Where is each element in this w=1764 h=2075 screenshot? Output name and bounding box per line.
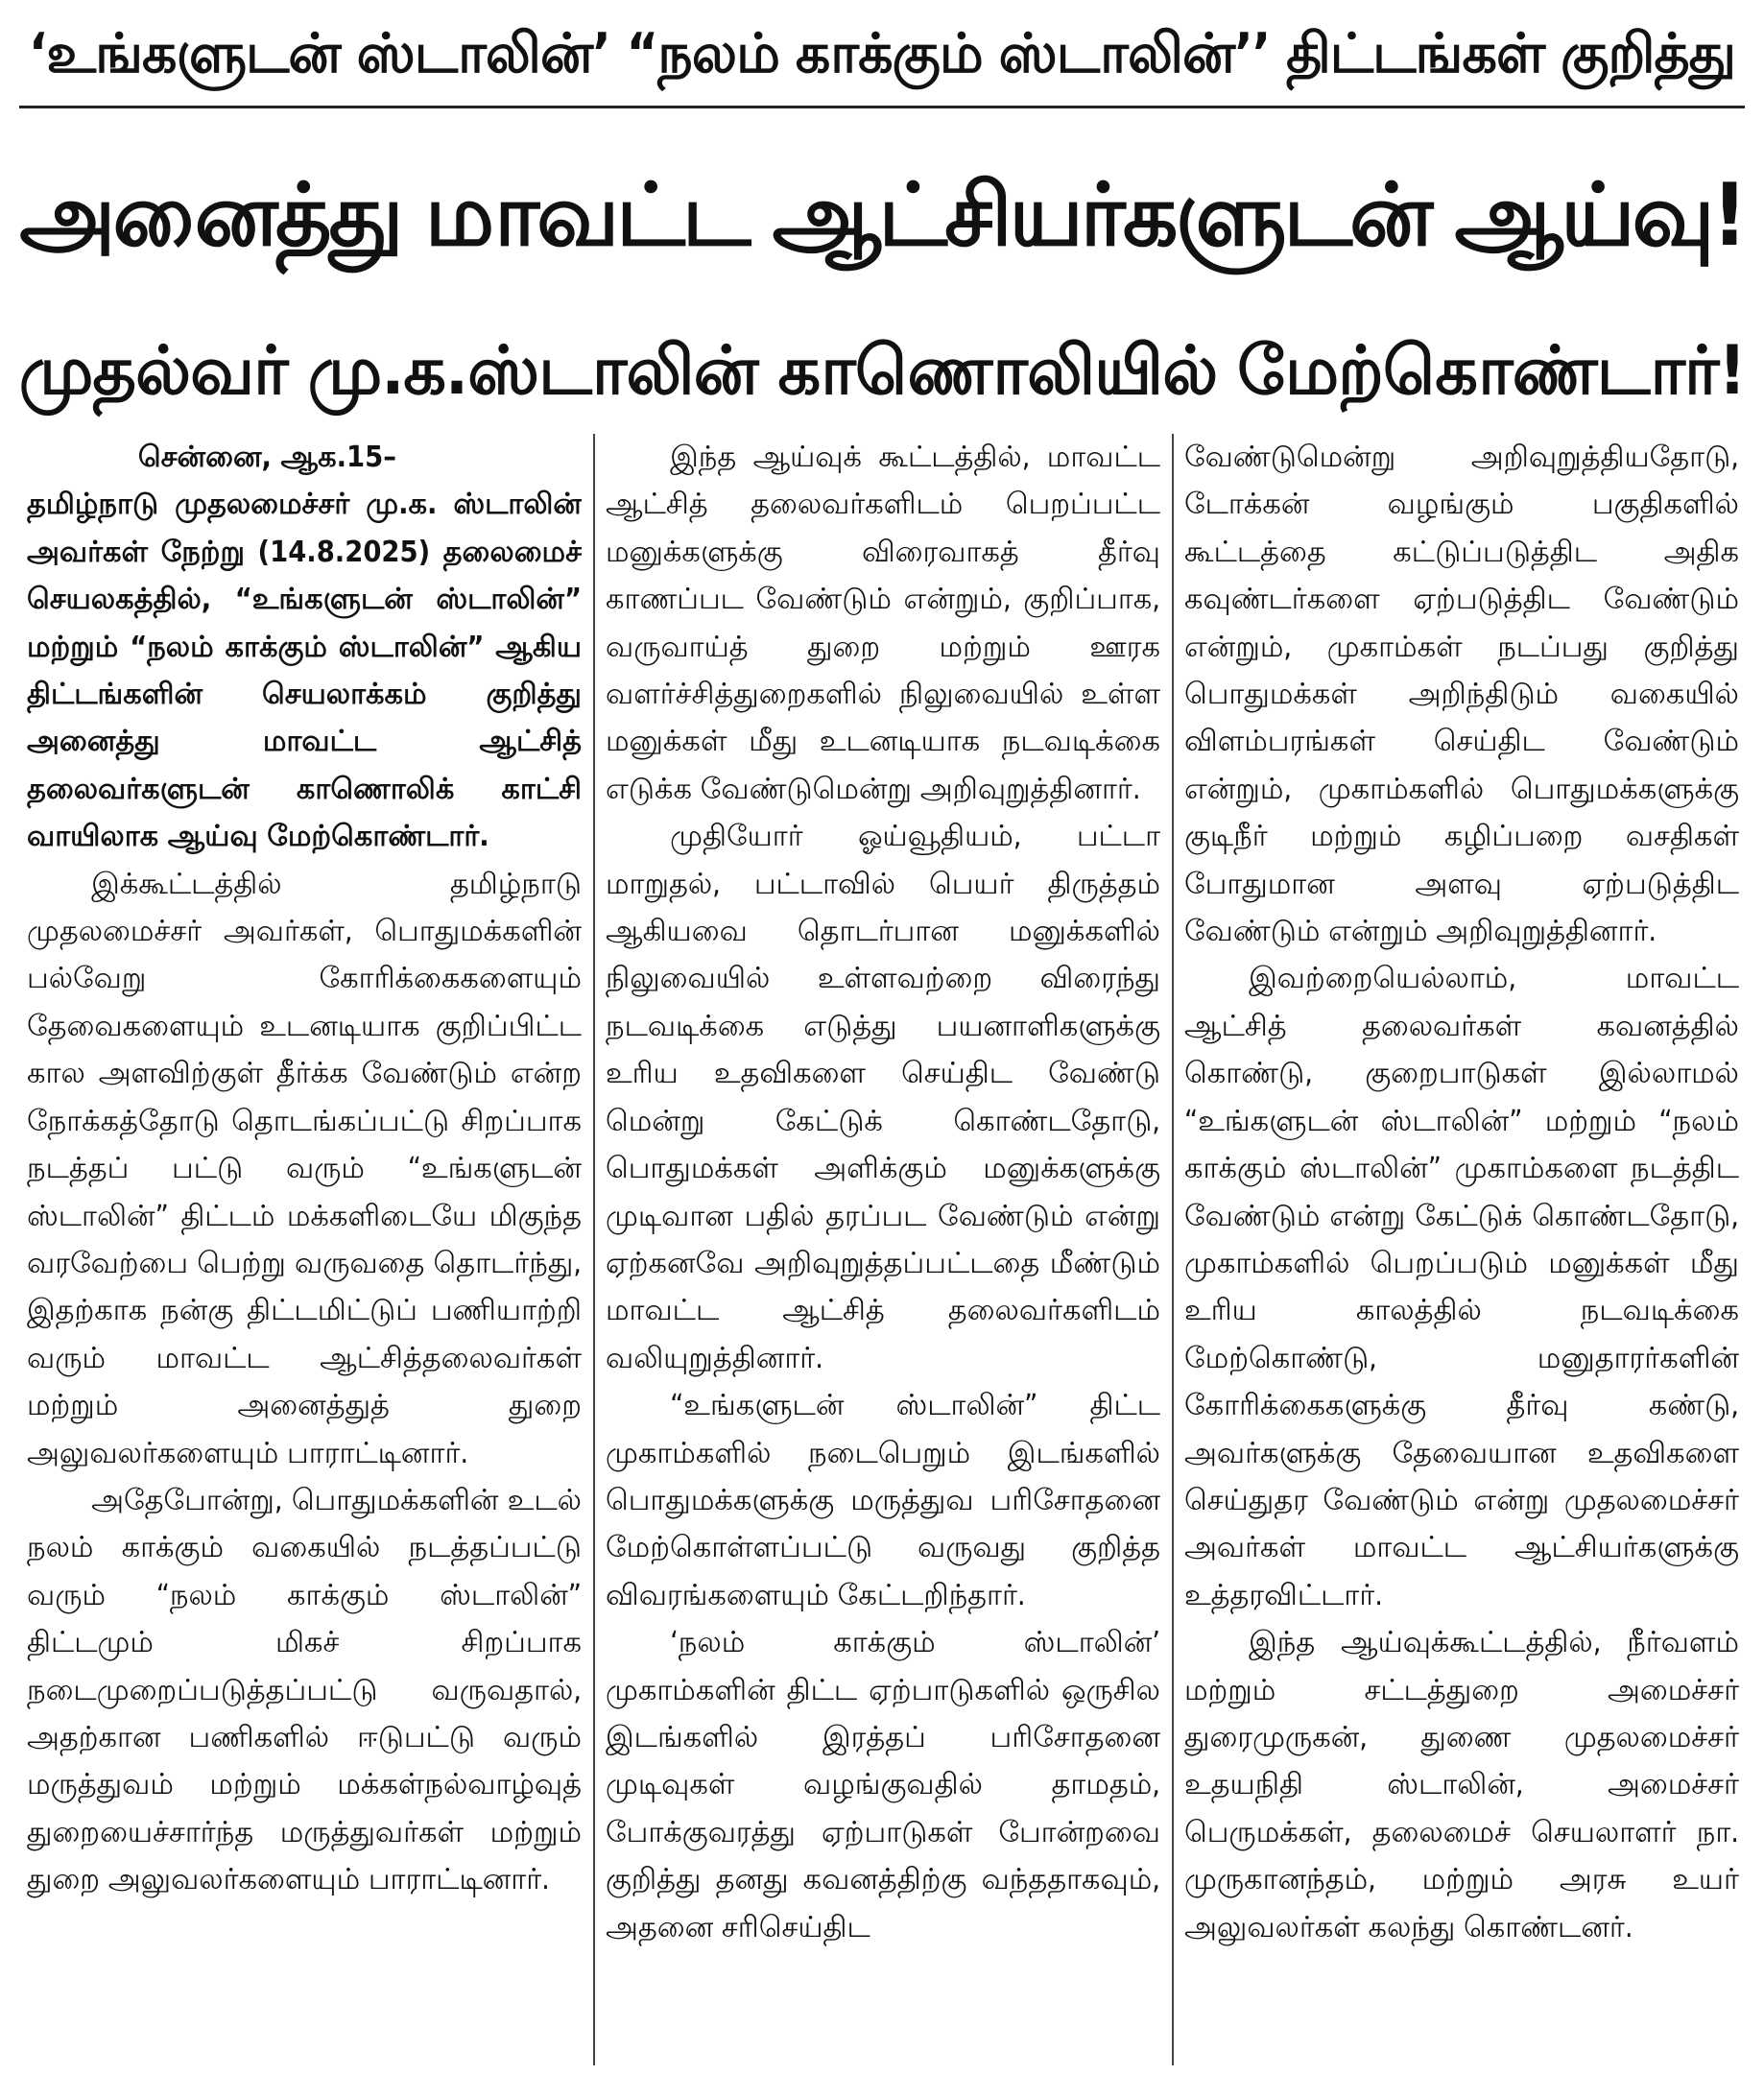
paragraph: இவற்றையெல்லாம், மாவட்ட ஆட்சித் தலைவர்கள் கவனத்தில் கொண்டு, குறைபாடுகள் இல்லாமல் “உங்களுடன் ஸ்டாலின்” மற்றும் “நலம் காக்கும் ஸ்டாலின்” முகாம்களை நடத்திட வேண்டும் என்று கேட்டுக் கொண்டதோடு, முகாம்களில் பெறப்படும் மனுக்கள் மீது உரிய காலத்தில் நடவடிக்கை மேற்கொண்டு, மனுதாரர்களின் கோரிக்கைகளுக்கு தீர்வு கண்டு, அவர்களுக்கு தேவையான உதவிகளை செய்துதர வேண்டும் என்று முதலமைச்சர் அவர்கள் மாவட்ட ஆட்சியர்களுக்கு உத்தரவிட்டார். bbox=[1184, 962, 1739, 1612]
paragraph: இந்த ஆய்வுக்கூட்டத்தில், நீர்வளம் மற்றும் சட்டத்துறை அமைச்சர் துரைமுருகன், துணை முதலமைச்சர் உதயநிதி ஸ்டாலின், அமைச்சர் பெருமக்கள், தலைமைச் செயலாளர் நா. முருகானந்தம், மற்றும் அரசு உயர் அலுவலர்கள் கலந்து கொண்டனர். bbox=[1184, 1626, 1739, 1944]
article-column-2 bbox=[606, 434, 1160, 2065]
main-headline: அனைத்து மாவட்ட ஆட்சியர்களுடன் ஆய்வு! bbox=[19, 164, 1745, 266]
article-column-1 bbox=[27, 434, 582, 2065]
paragraph: அதேபோன்று, பொதுமக்களின் உடல் நலம் காக்கும் வகையில் நடத்தப்பட்டு வரும் “நலம் காக்கும் ஸ்டாலின்” திட்டமும் மிகச் சிறப்பாக நடைமுறைப்படுத்தப்பட்டு வருவதால், அதற்கான பணிகளில் ஈடுபட்டு வரும் மருத்துவம் மற்றும் மக்கள்நல்வாழ்வுத் துறையைச்சார்ந்த மருத்துவர்கள் மற்றும் துறை அலுவலர்களையும் பாராட்டினார். bbox=[27, 1483, 582, 1897]
article-body bbox=[27, 434, 1739, 2065]
lead-paragraph bbox=[27, 434, 582, 861]
paragraph: முதியோர் ஓய்வூதியம், பட்டா மாறுதல், பட்டாவில் பெயர் திருத்தம் ஆகியவை தொடர்பான மனுக்களில் நிலுவையில் உள்ளவற்றை விரைந்து நடவடிக்கை எடுத்து பயனாளிகளுக்கு உரிய உதவிகளை செய்திட வேண்டு மென்று கேட்டுக் கொண்டதோடு, பொதுமக்கள் அளிக்கும் மனுக்களுக்கு முடிவான பதில் தரப்பட வேண்டும் என்று ஏற்கனவே அறிவுறுத்தப்பட்டதை மீண்டும் மாவட்ட ஆட்சித் தலைவர்களிடம் வலியுறுத்தினார். bbox=[606, 820, 1160, 1375]
column-divider bbox=[1172, 434, 1174, 2065]
kicker-headline: ‘உங்களுடன் ஸ்டாலின்’ “நலம் காக்கும் ஸ்டாலின்’’ திட்டங்கள் குறித்து bbox=[19, 10, 1745, 108]
column-divider bbox=[593, 434, 595, 2065]
continued-paragraph: வேண்டுமென்று அறிவுறுத்தியதோடு, டோக்கன் வழங்கும் பகுதிகளில் கூட்டத்தை கட்டுப்படுத்திட அதிக கவுண்டர்களை ஏற்படுத்திட வேண்டும் என்றும், முகாம்கள் நடப்பது குறித்து பொதுமக்கள் அறிந்திடும் வகையில் விளம்பரங்கள் செய்திட வேண்டும் என்றும், முகாம்களில் பொதுமக்களுக்கு குடிநீர் மற்றும் கழிப்பறை வசதிகள் போதுமான அளவு ஏற்படுத்திட வேண்டும் என்றும் அறிவுறுத்தினார். bbox=[1184, 441, 1739, 949]
paragraph: ‘நலம் காக்கும் ஸ்டாலின்’ முகாம்களின் திட்ட ஏற்பாடுகளில் ஒருசில இடங்களில் இரத்தப் பரிசோதனை முடிவுகள் வழங்குவதில் தாமதம், போக்குவரத்து ஏற்பாடுகள் போன்றவை குறித்து தனது கவனத்திற்கு வந்ததாகவும், அதனை சரிசெய்திட bbox=[606, 1626, 1160, 1944]
dateline: சென்னை, ஆக.15– bbox=[137, 441, 396, 474]
article-column-3 bbox=[1184, 434, 1739, 2065]
paragraph: “உங்களுடன் ஸ்டாலின்” திட்ட முகாம்களில் நடைபெறும் இடங்களில் பொதுமக்களுக்கு மருத்துவ பரிசோதனை மேற்கொள்ளப்பட்டு வருவது குறித்த விவரங்களையும் கேட்டறிந்தார். bbox=[606, 1389, 1160, 1612]
paragraph: இக்கூட்டத்தில் தமிழ்நாடு முதலமைச்சர் அவர்கள், பொதுமக்களின் பல்வேறு கோரிக்கைகளையும் தேவைகளையும் உடனடியாக குறிப்பிட்ட கால அளவிற்குள் தீர்க்க வேண்டும் என்ற நோக்கத்தோடு தொடங்கப்பட்டு சிறப்பாக நடத்தப் பட்டு வரும் “உங்களுடன் ஸ்டாலின்” திட்டம் மக்களிடையே மிகுந்த வரவேற்பை பெற்று வருவதை தொடர்ந்து, இதற்காக நன்கு திட்டமிட்டுப் பணியாற்றி வரும் மாவட்ட ஆட்சித்தலைவர்கள் மற்றும் அனைத்துத் துறை அலுவலர்களையும் பாராட்டினார். bbox=[27, 867, 582, 1470]
paragraph: இந்த ஆய்வுக் கூட்டத்தில், மாவட்ட ஆட்சித் தலைவர்களிடம் பெறப்பட்ட மனுக்களுக்கு விரைவாகத் தீர்வு காணப்பட வேண்டும் என்றும், குறிப்பாக, வருவாய்த் துறை மற்றும் ஊரக வளர்ச்சித்துறைகளில் நிலுவையில் உள்ள மனுக்கள் மீது உடனடியாக நடவடிக்கை எடுக்க வேண்டுமென்று அறிவுறுத்தினார். bbox=[606, 441, 1160, 806]
lead-text: தமிழ்நாடு முதலமைச்சர் மு.க. ஸ்டாலின் அவர்கள் நேற்று (14.8.2025) தலைமைச் செயலகத்தில், “உங்களுடன் ஸ்டாலின்” மற்றும் “நலம் காக்கும் ஸ்டாலின்” ஆகிய திட்டங்களின் செயலாக்கம் குறித்து அனைத்து மாவட்ட ஆட்சித் தலைவர்களுடன் காணொலிக் காட்சி வாயிலாக ஆய்வு மேற்கொண்டார். bbox=[27, 488, 582, 854]
sub-headline: முதல்வர் மு.க.ஸ்டாலின் காணொலியில் மேற்கொண்டார்! bbox=[18, 330, 1746, 410]
